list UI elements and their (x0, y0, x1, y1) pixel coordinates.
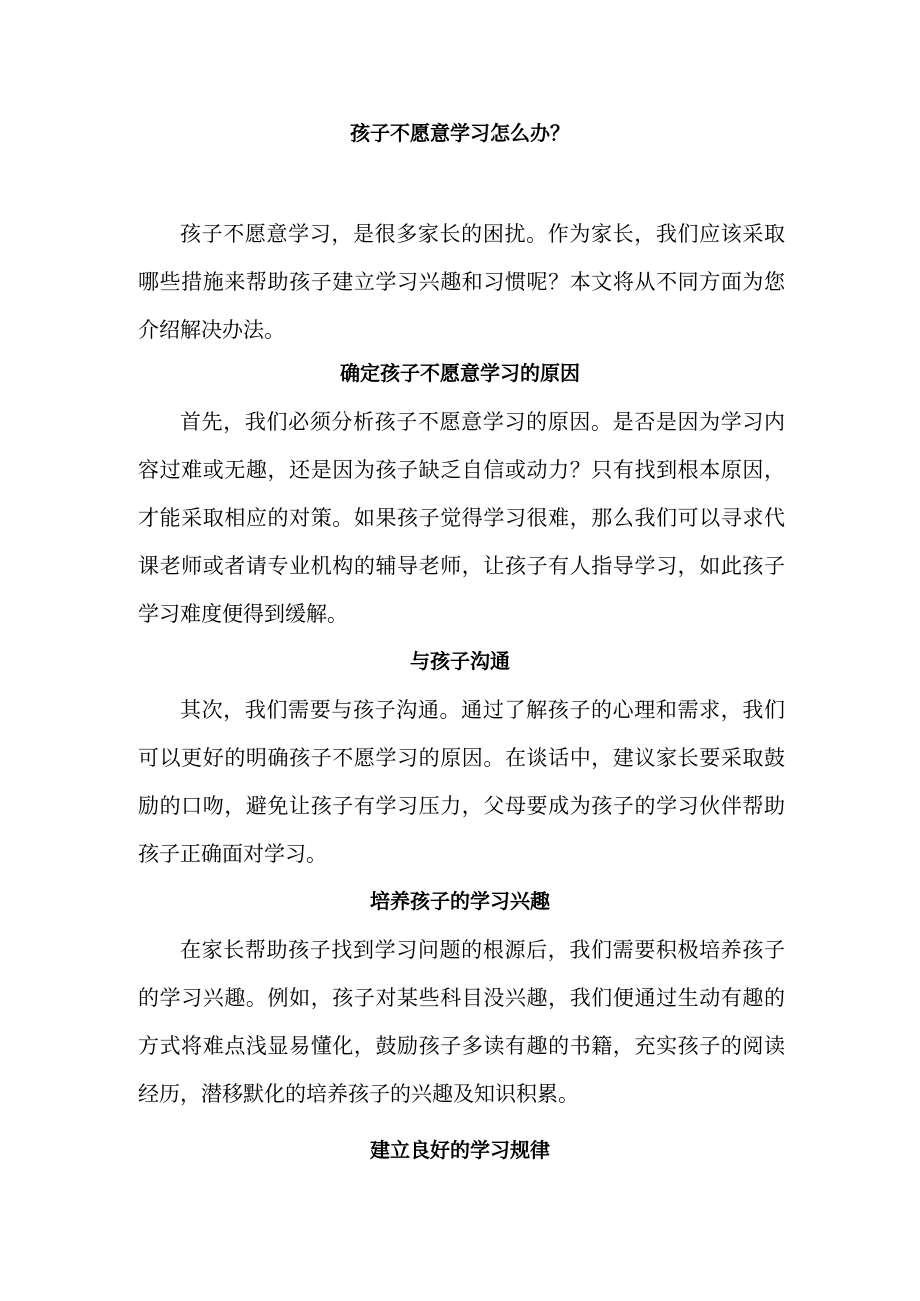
section-paragraph-reason: 首先，我们必须分析孩子不愿意学习的原因。是否是因为学习内容过难或无趣，还是因为孩子缺乏自信或动力？只有找到根本原因，才能采取相应的对策。如果孩子觉得学习很难，那么我们可以寻求代课老师或者请专业机构的辅导老师，让孩子有人指导学习，如此孩子学习难度便得到缓解。 (138, 410, 785, 626)
section-heading-routine: 建立良好的学习规律 (370, 1138, 550, 1162)
section-heading-interest: 培养孩子的学习兴趣 (370, 889, 550, 913)
section-paragraph-interest: 在家长帮助孩子找到学习问题的根源后，我们需要积极培养孩子的学习兴趣。例如，孩子对某些科目没兴趣，我们便通过生动有趣的方式将难点浅显易懂化，鼓励孩子多读有趣的书籍，充实孩子的阅读经历，潜移默化的培养孩子的兴趣及知识积累。 (138, 938, 785, 1106)
section-heading-reason: 确定孩子不愿意学习的原因 (340, 361, 580, 385)
section-paragraph-communicate: 其次，我们需要与孩子沟通。通过了解孩子的心理和需求，我们可以更好的明确孩子不愿学习的原因。在谈话中，建议家长要采取鼓励的口吻，避免让孩子有学习压力，父母要成为孩子的学习伙伴帮助孩子正确面对学习。 (138, 698, 785, 866)
intro-paragraph: 孩子不愿意学习，是很多家长的困扰。作为家长，我们应该采取哪些措施来帮助孩子建立学习兴趣和习惯呢？本文将从不同方面为您介绍解决办法。 (138, 222, 785, 342)
document-title: 孩子不愿意学习怎么办？ (350, 121, 570, 145)
section-heading-communicate: 与孩子沟通 (410, 649, 510, 673)
